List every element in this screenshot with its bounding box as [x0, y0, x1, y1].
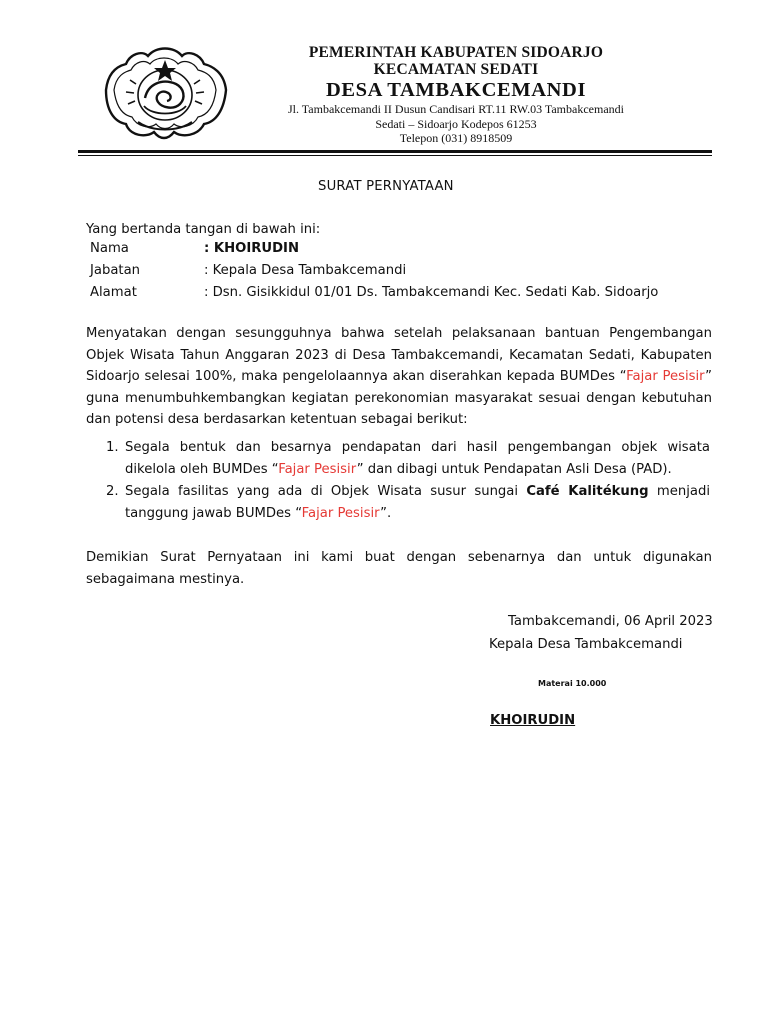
- letterhead-address: Jl. Tambakcemandi II Dusun Candisari RT.11 RW.03 Tambakcemandi: [288, 102, 624, 116]
- document-title: SURAT PERNYATAAN: [318, 179, 454, 194]
- venue-name: Café Kalitékung: [526, 484, 649, 499]
- statement-text-cont: ” guna menumbuhkembangkan kegiatan perekonomian masyarakat sesuai dengan kebutuhan dan potensi desa berdasarkan ketentuan sebagai berikut:: [86, 369, 712, 428]
- bumdes-name: Fajar Pesisir: [626, 369, 706, 385]
- field-value: : KHOIRUDIN: [204, 241, 299, 256]
- list-text-part: Segala fasilitas yang ada di Objek Wisata susur sungai: [125, 484, 527, 499]
- regency-emblem-icon: [96, 40, 234, 144]
- field-label: Jabatan: [90, 263, 141, 278]
- list-text: [125, 437, 710, 480]
- letterhead: [236, 44, 676, 146]
- signer-name: KHOIRUDIN: [490, 713, 576, 728]
- field-value: : Kepala Desa Tambakcemandi: [204, 263, 407, 278]
- list-text: [125, 481, 710, 524]
- field-label: Nama: [90, 241, 129, 256]
- signer-position: Kepala Desa Tambakcemandi: [489, 637, 683, 652]
- bumdes-name: Fajar Pesisir: [278, 461, 357, 477]
- list-number: 2.: [106, 484, 119, 499]
- intro-text: Yang bertanda tangan di bawah ini:: [86, 222, 321, 237]
- list-text-part: ”.: [380, 505, 392, 521]
- list-text-part: menjadi tanggung jawab BUMDes “: [125, 484, 711, 521]
- letterhead-divider-thin: [78, 155, 712, 156]
- letterhead-district: KECAMATAN SEDATI: [373, 61, 539, 78]
- stamp-duty-note: Materai 10.000: [538, 679, 607, 688]
- statement-paragraph: [86, 323, 712, 431]
- list-text-part: Segala bentuk dan besarnya pendapatan dari hasil pengembangan objek wisata dikelola oleh BUMDes “: [125, 440, 710, 477]
- place-date: Tambakcemandi, 06 April 2023: [508, 614, 713, 629]
- letterhead-address-city: Sedati – Sidoarjo Kodepos 61253: [375, 116, 537, 131]
- bumdes-name: Fajar Pesisir: [301, 505, 381, 521]
- list-text-part: ” dan dibagi untuk Pendapatan Asli Desa (PAD).: [356, 461, 672, 477]
- letterhead-village: DESA TAMBAKCEMANDI: [325, 79, 587, 101]
- field-label: Alamat: [90, 285, 137, 300]
- statement-text: Menyatakan dengan sesungguhnya bahwa setelah pelaksanaan bantuan Pengembangan Objek Wisata Tahun Anggaran 2023 di Desa Tambakcemandi, Kecamatan Sedati, Kabupaten Sidoarjo selesai 100%, maka pengelolaannya akan diserahkan kepada BUMDes “: [86, 326, 712, 385]
- list-number: 1.: [106, 440, 119, 455]
- field-value: : Dsn. Gisikkidul 01/01 Ds. Tambakcemandi Kec. Sedati Kab. Sidoarjo: [204, 285, 659, 300]
- letterhead-phone: Telepon (031) 8918509: [399, 131, 513, 145]
- closing-paragraph: Demikian Surat Pernyataan ini kami buat dengan sebenarnya dan untuk digunakan sebagaimana mestinya.: [86, 550, 712, 587]
- letterhead-divider: [78, 150, 712, 153]
- letterhead-government: PEMERINTAH KABUPATEN SIDOARJO: [308, 44, 604, 61]
